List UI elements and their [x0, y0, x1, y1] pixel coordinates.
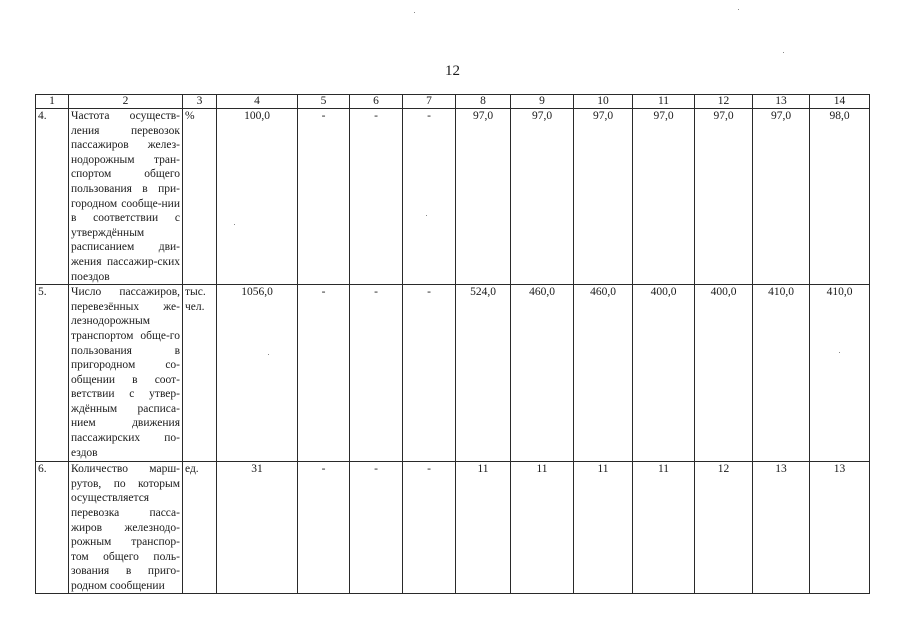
value-cell: 460,0: [574, 285, 633, 462]
scan-speck: [738, 9, 739, 10]
value-cell: 410,0: [810, 285, 870, 462]
value-cell: -: [403, 285, 456, 462]
header-cell: 5: [298, 95, 350, 109]
value-cell: 11: [456, 462, 511, 594]
row-number: 5.: [36, 285, 69, 462]
table-row: [36, 462, 870, 594]
value-cell: 11: [574, 462, 633, 594]
header-cell: 6: [350, 95, 403, 109]
value-cell: 400,0: [633, 285, 695, 462]
value-cell: 97,0: [511, 109, 574, 285]
page-number: 12: [445, 63, 460, 79]
row-number: 6.: [36, 462, 69, 594]
value-cell: 97,0: [574, 109, 633, 285]
value-cell: 11: [633, 462, 695, 594]
header-cell: 7: [403, 95, 456, 109]
header-cell: 2: [69, 95, 183, 109]
value-cell: 12: [695, 462, 753, 594]
row-unit: тыс. чел.: [183, 285, 217, 462]
header-cell: 9: [511, 95, 574, 109]
scan-speck: [783, 52, 784, 53]
value-cell: 31: [217, 462, 298, 594]
table-row: [36, 109, 870, 285]
row-number: 4.: [36, 109, 69, 285]
header-cell: 14: [810, 95, 870, 109]
header-cell: 11: [633, 95, 695, 109]
value-cell: -: [403, 462, 456, 594]
value-cell: 524,0: [456, 285, 511, 462]
row-description: Количество марш-рутов, по которым осуществляется перевозка пасса-жиров железнодо-рожным транспор-том общего поль-зования в приго-родном сообщении: [69, 462, 183, 594]
value-cell: 100,0: [217, 109, 298, 285]
value-cell: 13: [753, 462, 810, 594]
scan-speck: [268, 354, 269, 355]
header-cell: 1: [36, 95, 69, 109]
value-cell: 13: [810, 462, 870, 594]
value-cell: -: [298, 285, 350, 462]
scan-speck: [839, 352, 840, 353]
scan-speck: [234, 224, 235, 225]
value-cell: 11: [511, 462, 574, 594]
value-cell: 1056,0: [217, 285, 298, 462]
scan-speck: [426, 215, 427, 216]
row-description: Число пассажиров, перевезённых же-лезнодорожным транспортом обще-го пользования в пригородном со-общении в соот-ветствии с утвер-ждённым расписа-нием движения пассажирских по-ездов: [69, 285, 183, 462]
header-cell: 3: [183, 95, 217, 109]
value-cell: -: [298, 462, 350, 594]
value-cell: -: [298, 109, 350, 285]
header-cell: 12: [695, 95, 753, 109]
value-cell: -: [350, 462, 403, 594]
header-cell: 4: [217, 95, 298, 109]
indicators-table: [35, 94, 870, 594]
value-cell: -: [350, 285, 403, 462]
value-cell: 400,0: [695, 285, 753, 462]
row-unit: ед.: [183, 462, 217, 594]
value-cell: 97,0: [695, 109, 753, 285]
value-cell: 98,0: [810, 109, 870, 285]
row-description: Частота осуществ-ления перевозок пассажиров желез-нодорожным тран-спортом общего пользования в при-городном сообще-нии в соответствии с утверждённым расписанием дви-жения пассажир-ских поездов: [69, 109, 183, 285]
value-cell: -: [403, 109, 456, 285]
header-cell: 10: [574, 95, 633, 109]
value-cell: 460,0: [511, 285, 574, 462]
value-cell: 97,0: [633, 109, 695, 285]
row-unit: %: [183, 109, 217, 285]
value-cell: -: [350, 109, 403, 285]
value-cell: 410,0: [753, 285, 810, 462]
header-cell: 8: [456, 95, 511, 109]
scan-speck: [414, 12, 415, 13]
table-row: [36, 285, 870, 462]
value-cell: 97,0: [456, 109, 511, 285]
header-cell: 13: [753, 95, 810, 109]
value-cell: 97,0: [753, 109, 810, 285]
header-row: [36, 95, 870, 109]
